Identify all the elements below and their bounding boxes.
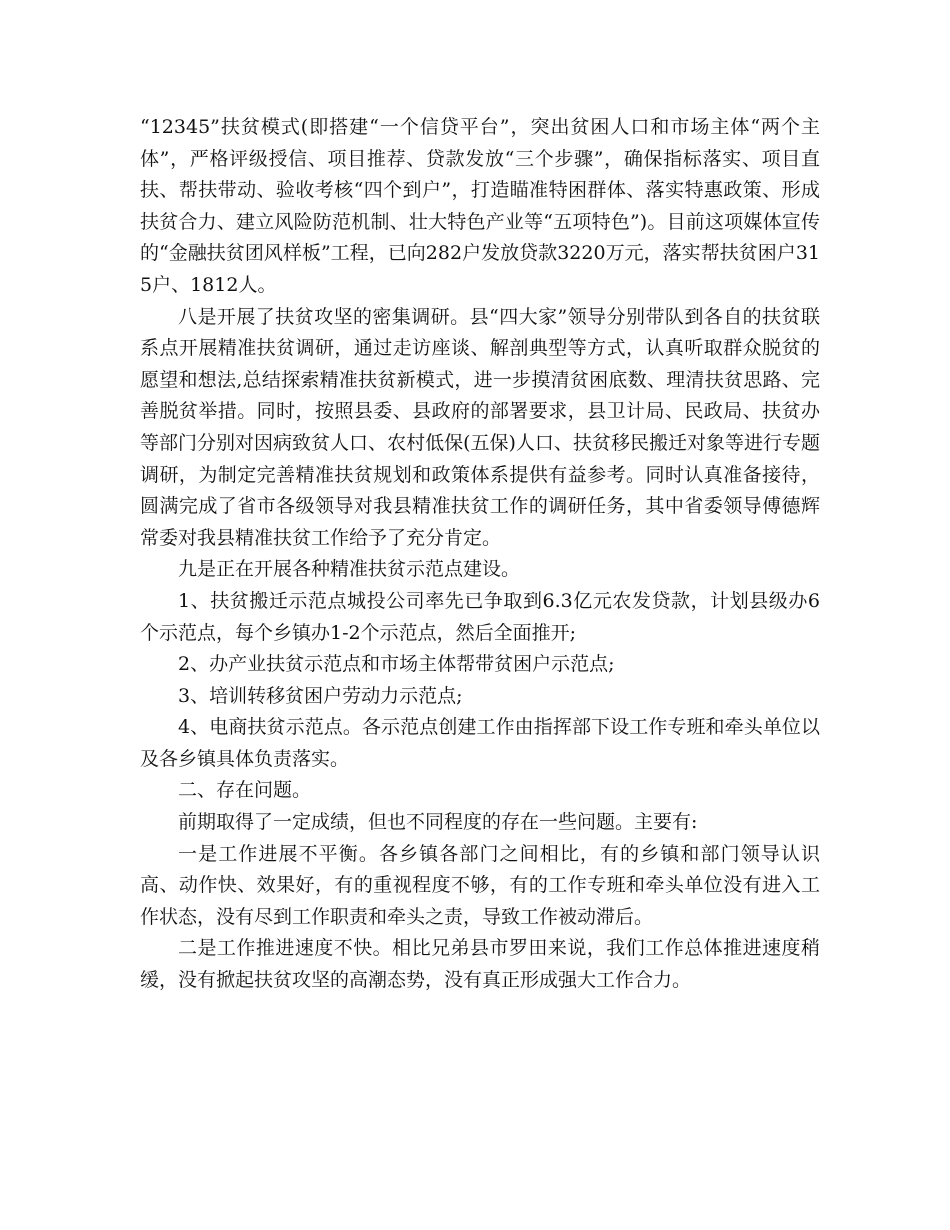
paragraph-section-nine-demo-sites: 九是正在开展各种精准扶贫示范点建设。 <box>178 558 521 581</box>
list-item-demo-4: 4、电商扶贫示范点。各示范点创建工作由指挥部下设工作专班和牵头单位以及各乡镇具体负责落实。 <box>140 716 820 770</box>
paragraph-continued-12345-model: “12345”扶贫模式(即搭建“一个信贷平台”，突出贫困人口和市场主体“两个主体”，严格评级授信、项目推荐、贷款发放“三个步骤”，确保指标落实、项目直扶、帮扶带动、验收考核“四个到户”，打造瞄准特困群体、落实特惠政策、形成扶贫合力、建立风险防范机制、壮大特色产业等“五项特色”)。目前这项媒体宣传的“金融扶贫团风样板”工程，已向282户发放贷款3220万元，落实帮扶贫困户315户、1812人。 <box>140 116 820 296</box>
list-item-demo-3: 3、培训转移贫困户劳动力示范点; <box>178 684 463 707</box>
paragraph-section-eight-research: 八是开展了扶贫攻坚的密集调研。县“四大家”领导分别带队到各自的扶贫联系点开展精准扶贫调研，通过走访座谈、解剖典型等方式，认真听取群众脱贫的愿望和想法,总结探索精准扶贫新模式，进一步摸清贫困底数、理清扶贫思路、完善脱贫举措。同时，按照县委、县政府的部署要求，县卫计局、民政局、扶贫办等部门分别对因病致贫人口、农村低保(五保)人口、扶贫移民搬迁对象等进行专题调研，为制定完善精准扶贫规划和政策体系提供有益参考。同时认真准备接待，圆满完成了省市各级领导对我县精准扶贫工作的调研任务，其中省委领导傅德辉常委对我县精准扶贫工作给予了充分肯定。 <box>140 305 820 549</box>
paragraph-problem-one: 一是工作进展不平衡。各乡镇各部门之间相比，有的乡镇和部门领导认识高、动作快、效果好，有的重视程度不够，有的工作专班和牵头单位没有进入工作状态，没有尽到工作职责和牵头之责，导致工作被动滞后。 <box>140 842 820 928</box>
list-item-demo-2: 2、办产业扶贫示范点和市场主体帮带贫困户示范点; <box>178 653 615 676</box>
paragraph-problem-two: 二是工作推进速度不快。相比兄弟县市罗田来说，我们工作总体推进速度稍缓，没有掀起扶贫攻坚的高潮态势，没有真正形成强大工作合力。 <box>140 937 820 992</box>
paragraph-problems-intro: 前期取得了一定成绩，但也不同程度的存在一些问题。主要有: <box>178 811 698 834</box>
list-item-demo-1: 1、扶贫搬迁示范点城投公司率先已争取到6.3亿元农发贷款，计划县级办6个示范点，每个乡镇办1-2个示范点，然后全面推开; <box>140 589 820 644</box>
document-page <box>140 112 820 997</box>
section-heading-problems: 二、存在问题。 <box>178 779 312 802</box>
